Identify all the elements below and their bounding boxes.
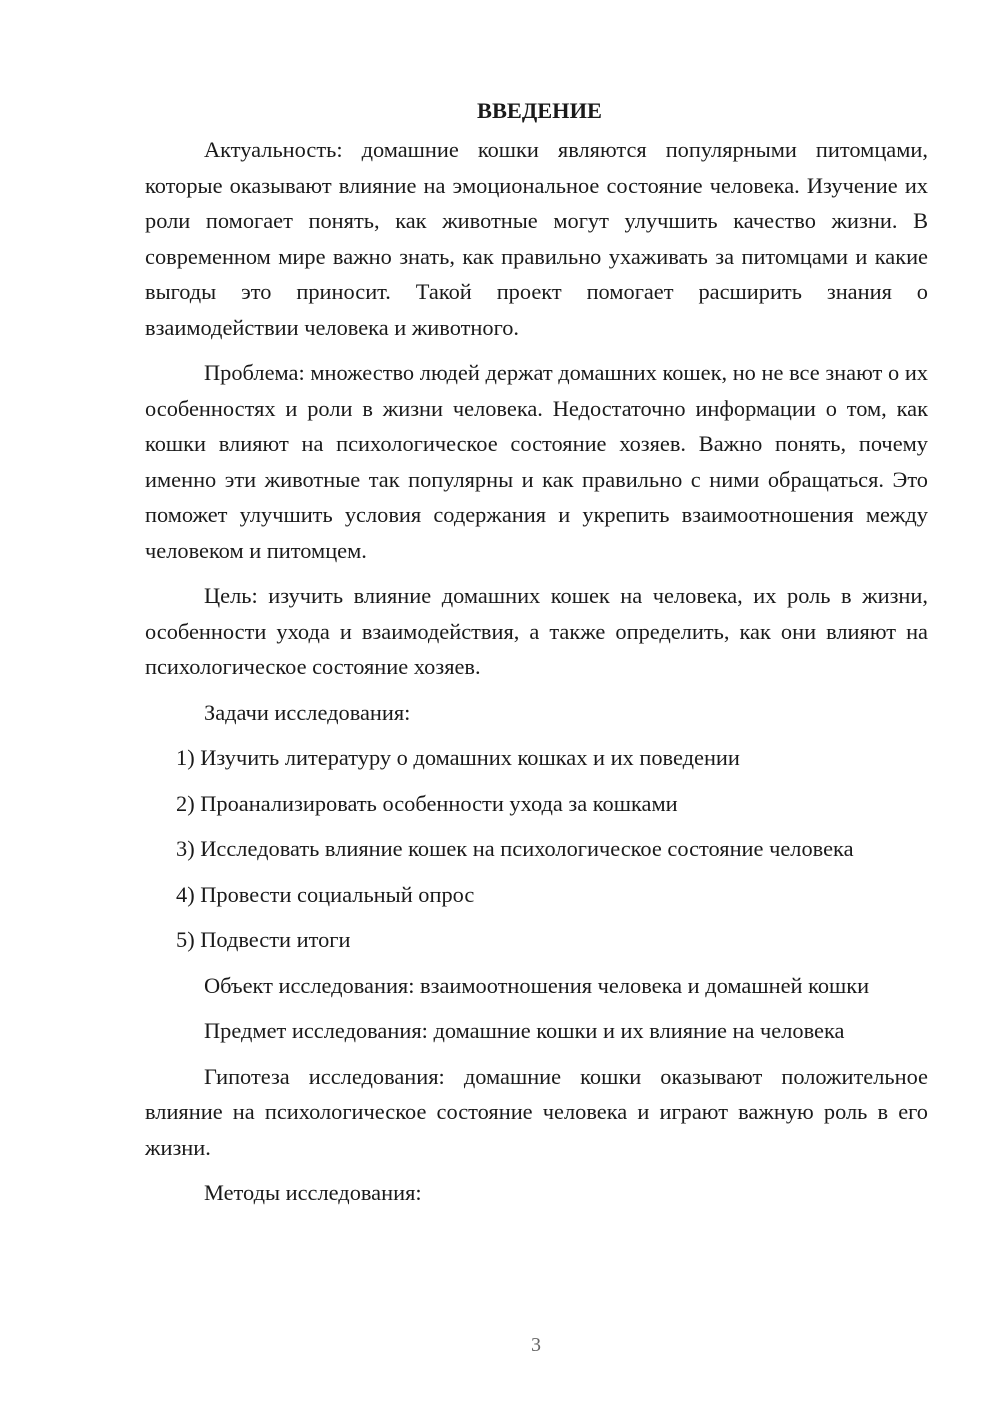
tasks-heading: Задачи исследования: [204, 699, 411, 725]
list-item: 3) Исследовать влияние кошек на психологическое состояние человека [176, 836, 854, 861]
methods-heading: Методы исследования: [204, 1180, 422, 1205]
list-item: 5) Подвести итоги [176, 927, 351, 952]
list-item: 4) Провести социальный опрос [176, 881, 475, 907]
hypothesis-paragraph: Гипотеза исследования: домашние кошки оказывают положительное влияние на психологическое состояние человека и играют важную роль в его жизни. [145, 1063, 928, 1160]
relevance-paragraph: Актуальность: домашние кошки являются популярными питомцами, которые оказывают влияние на эмоциональное состояние человека. Изучение их роли помогает понять, как животные могут улучшить качество жизни. В современном мире важно знать, как правильно ухаживать за питомцами и какие выгоды это приносит. Такой проект помогает расширить знания о взаимодействии человека и животного. [145, 137, 928, 340]
subject-paragraph: Предмет исследования: домашние кошки и их влияние на человека [204, 1018, 845, 1043]
list-item: 1) Изучить литературу о домашних кошках и их поведении [176, 745, 740, 770]
page-content [145, 96, 928, 1221]
tasks-list [145, 740, 928, 958]
page-number: 3 [531, 1334, 541, 1356]
section-title: ВВЕДЕНИЕ [477, 98, 602, 123]
list-item: 2) Проанализировать особенности ухода за кошками [176, 790, 678, 816]
object-paragraph: Объект исследования: взаимоотношения человека и домашней кошки [204, 972, 870, 998]
problem-paragraph: Проблема: множество людей держат домашних кошек, но не все знают о их особенностях и роли в жизни человека. Недостаточно информации о том, как кошки влияют на психологическое состояние хозяев. Важно понять, почему именно эти животные так популярны и как правильно с ними обращаться. Это поможет улучшить условия содержания и укрепить взаимоотношения между человеком и питомцем. [145, 360, 928, 563]
goal-paragraph: Цель: изучить влияние домашних кошек на человека, их роль в жизни, особенности ухода и взаимодействия, а также определить, как они влияют на психологическое состояние хозяев. [145, 583, 928, 679]
